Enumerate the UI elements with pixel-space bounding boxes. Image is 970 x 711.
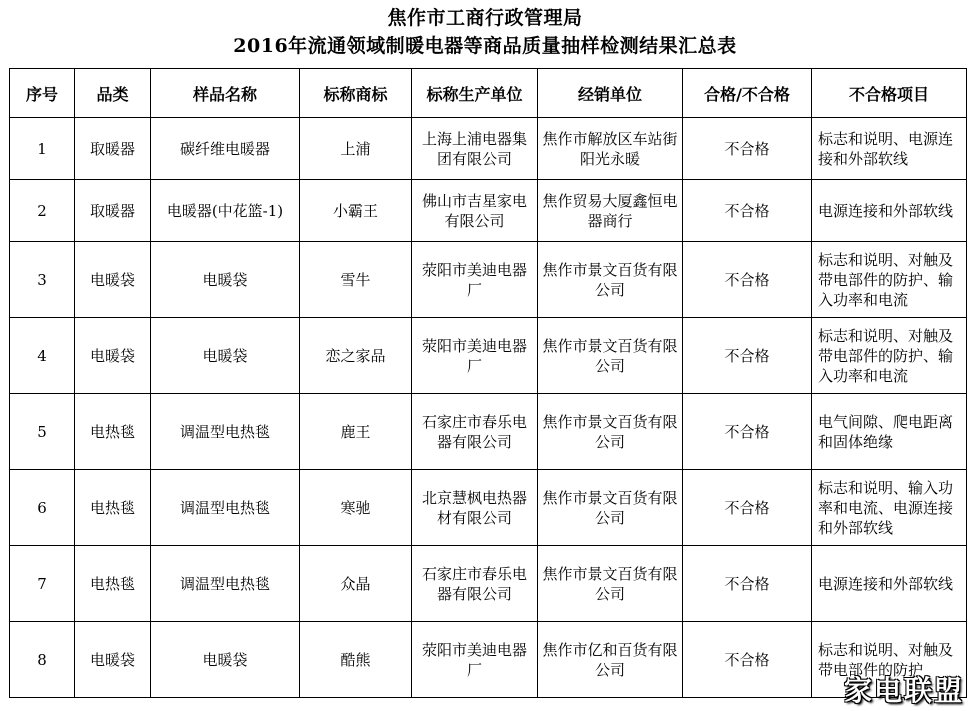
cell-sample-name: 电暖袋 (151, 242, 300, 318)
cell-category: 电热毯 (75, 546, 151, 622)
cell-no: 1 (10, 118, 75, 180)
cell-category: 电热毯 (75, 470, 151, 546)
cell-category: 电暖袋 (75, 318, 151, 394)
col-header-failed-items: 不合格项目 (812, 69, 967, 118)
results-table (9, 68, 967, 698)
cell-brand: 恋之家品 (300, 318, 412, 394)
cell-failed-items: 标志和说明、电源连接和外部软线 (812, 118, 967, 180)
col-header-no: 序号 (10, 69, 75, 118)
cell-result: 不合格 (683, 622, 812, 698)
cell-category: 取暖器 (75, 180, 151, 242)
cell-dealer: 焦作市景文百货有限公司 (538, 546, 683, 622)
cell-failed-items: 电源连接和外部软线 (812, 546, 967, 622)
cell-dealer: 焦作市景文百货有限公司 (538, 394, 683, 470)
report-title: 2016年流通领域制暖电器等商品质量抽样检测结果汇总表 (233, 35, 737, 57)
cell-result: 不合格 (683, 118, 812, 180)
cell-maker: 荥阳市美迪电器厂 (412, 318, 538, 394)
cell-no: 8 (10, 622, 75, 698)
cell-category: 电暖袋 (75, 242, 151, 318)
cell-result: 不合格 (683, 470, 812, 546)
col-header-brand: 标称商标 (300, 69, 412, 118)
cell-sample-name: 碳纤维电暖器 (151, 118, 300, 180)
cell-brand: 雪牛 (300, 242, 412, 318)
issuer-title: 焦作市工商行政管理局 (387, 7, 583, 29)
cell-brand: 寒驰 (300, 470, 412, 546)
cell-no: 2 (10, 180, 75, 242)
cell-dealer: 焦作市景文百货有限公司 (538, 242, 683, 318)
cell-sample-name: 电暖袋 (151, 318, 300, 394)
table-row (10, 546, 967, 622)
cell-result: 不合格 (683, 242, 812, 318)
cell-no: 4 (10, 318, 75, 394)
cell-failed-items: 电气间隙、爬电距离和固体绝缘 (812, 394, 967, 470)
table-row (10, 622, 967, 698)
cell-dealer: 焦作市解放区车站街阳光永暖 (538, 118, 683, 180)
col-header-sample-name: 样品名称 (151, 69, 300, 118)
cell-failed-items: 标志和说明、对触及带电部件的防护 (812, 622, 967, 698)
col-header-dealer: 经销单位 (538, 69, 683, 118)
cell-category: 电热毯 (75, 394, 151, 470)
col-header-maker: 标称生产单位 (412, 69, 538, 118)
cell-maker: 石家庄市春乐电器有限公司 (412, 394, 538, 470)
cell-dealer: 焦作贸易大厦鑫恒电器商行 (538, 180, 683, 242)
cell-maker: 荥阳市美迪电器厂 (412, 622, 538, 698)
cell-sample-name: 电暖器(中花篮-1) (151, 180, 300, 242)
cell-maker: 荥阳市美迪电器厂 (412, 242, 538, 318)
table-row (10, 318, 967, 394)
table-row (10, 470, 967, 546)
cell-failed-items: 标志和说明、对触及带电部件的防护、输入功率和电流 (812, 318, 967, 394)
cell-failed-items: 标志和说明、输入功率和电流、电源连接和外部软线 (812, 470, 967, 546)
table-row (10, 118, 967, 180)
cell-sample-name: 调温型电热毯 (151, 470, 300, 546)
watermark-logo: 家电联盟 (843, 674, 964, 707)
cell-brand: 酷熊 (300, 622, 412, 698)
cell-brand: 鹿王 (300, 394, 412, 470)
cell-maker: 北京慧枫电热器材有限公司 (412, 470, 538, 546)
cell-no: 5 (10, 394, 75, 470)
table-row (10, 242, 967, 318)
cell-maker: 石家庄市春乐电器有限公司 (412, 546, 538, 622)
cell-maker: 上海上浦电器集团有限公司 (412, 118, 538, 180)
cell-brand: 上浦 (300, 118, 412, 180)
cell-no: 6 (10, 470, 75, 546)
cell-dealer: 焦作市景文百货有限公司 (538, 470, 683, 546)
cell-result: 不合格 (683, 394, 812, 470)
cell-result: 不合格 (683, 318, 812, 394)
header-row (10, 69, 967, 118)
table-row (10, 180, 967, 242)
cell-no: 3 (10, 242, 75, 318)
cell-brand: 众晶 (300, 546, 412, 622)
col-header-category: 品类 (75, 69, 151, 118)
cell-failed-items: 标志和说明、对触及带电部件的防护、输入功率和电流 (812, 242, 967, 318)
cell-sample-name: 调温型电热毯 (151, 394, 300, 470)
cell-sample-name: 电暖袋 (151, 622, 300, 698)
cell-failed-items: 电源连接和外部软线 (812, 180, 967, 242)
cell-maker: 佛山市吉星家电有限公司 (412, 180, 538, 242)
cell-brand: 小霸王 (300, 180, 412, 242)
cell-no: 7 (10, 546, 75, 622)
cell-sample-name: 调温型电热毯 (151, 546, 300, 622)
cell-category: 电暖袋 (75, 622, 151, 698)
cell-result: 不合格 (683, 546, 812, 622)
cell-dealer: 焦作市景文百货有限公司 (538, 318, 683, 394)
cell-category: 取暖器 (75, 118, 151, 180)
cell-result: 不合格 (683, 180, 812, 242)
col-header-result: 合格/不合格 (683, 69, 812, 118)
document-title (0, 4, 970, 60)
cell-dealer: 焦作市亿和百货有限公司 (538, 622, 683, 698)
table-row (10, 394, 967, 470)
